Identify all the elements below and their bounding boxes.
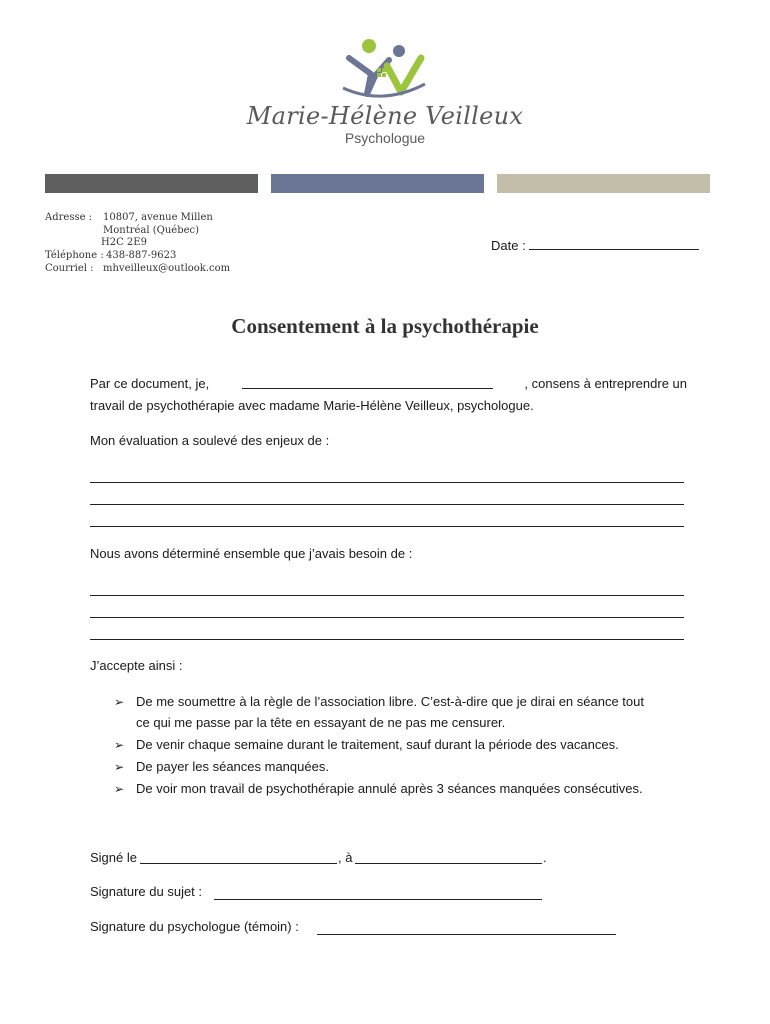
bullet-text: De venir chaque semaine durant le traitement, sauf durant la période des vacances. [136, 737, 619, 752]
header-bar-beige [497, 174, 710, 193]
bullet-text: De me soumettre à la règle de l’association libre. C’est-à-dire que je dirai en séance tout [136, 694, 644, 709]
name-blank[interactable] [242, 376, 493, 389]
subject-signature-label: Signature du sujet : [90, 884, 203, 899]
period-mark: . [543, 850, 547, 865]
signed-date-blank[interactable] [140, 850, 337, 864]
date-field[interactable] [491, 237, 699, 253]
document-title: Consentement à la psychothérapie [231, 314, 539, 338]
logo-icon [335, 36, 431, 100]
logo-head-green [362, 39, 376, 53]
bullet-text: De payer les séances manquées. [136, 759, 329, 774]
besoin-line-2[interactable] [90, 617, 684, 618]
address-line1: 10807, avenue Millen [103, 212, 213, 223]
psychologist-signature-label: Signature du psychologue (témoin) : [90, 919, 299, 934]
besoin-label: Nous avons déterminé ensemble que j’avais besoin de : [90, 546, 413, 561]
psychologist-signature-blank[interactable] [317, 919, 616, 935]
logo-name: Marie-Hélène Veilleux [246, 102, 524, 130]
header-bar-gray [45, 174, 258, 193]
enjeux-line-3[interactable] [90, 526, 684, 527]
date-label: Date : [491, 238, 526, 253]
logo-head-blue [393, 45, 405, 57]
accept-label: J’accepte ainsi : [90, 658, 183, 673]
besoin-line-3[interactable] [90, 639, 684, 640]
email-value: mhveilleux@outlook.com [103, 263, 231, 274]
at-label: , à [338, 850, 353, 865]
subject-signature-blank[interactable] [214, 884, 542, 900]
signed-place-blank[interactable] [355, 850, 542, 864]
phone-label: Téléphone : [45, 250, 104, 261]
address-line2: Montréal (Québec) [103, 225, 200, 236]
address-line3: H2C 2E9 [101, 237, 147, 248]
enjeux-label: Mon évaluation a soulevé des enjeux de : [90, 433, 330, 448]
arrow-bullet-icon: ➢ [114, 760, 125, 774]
intro-text-line2: travail de psychothérapie avec madame Marie-Hélène Veilleux, psychologue. [90, 398, 534, 413]
intro-text-start: Par ce document, je, [90, 376, 210, 391]
bullet-text: ce qui me passe par la tête en essayant de ne pas me censurer. [136, 715, 506, 730]
phone-value: 438-887-9623 [106, 250, 177, 261]
arrow-bullet-icon: ➢ [114, 695, 125, 709]
email-label: Courriel : [45, 263, 94, 274]
date-blank[interactable] [529, 237, 699, 250]
logo-subtitle: Psychologue [344, 130, 426, 146]
besoin-line-1[interactable] [90, 595, 684, 596]
bullet-text: De voir mon travail de psychothérapie annulé après 3 séances manquées consécutives. [136, 781, 643, 796]
arrow-bullet-icon: ➢ [114, 738, 125, 752]
enjeux-line-2[interactable] [90, 504, 684, 505]
enjeux-line-1[interactable] [90, 482, 684, 483]
arrow-bullet-icon: ➢ [114, 782, 125, 796]
header-bar-blue [271, 174, 484, 193]
address-label: Adresse : [45, 212, 93, 223]
signed-label: Signé le [90, 850, 137, 865]
intro-text-end: , consens à entreprendre un [524, 376, 687, 391]
